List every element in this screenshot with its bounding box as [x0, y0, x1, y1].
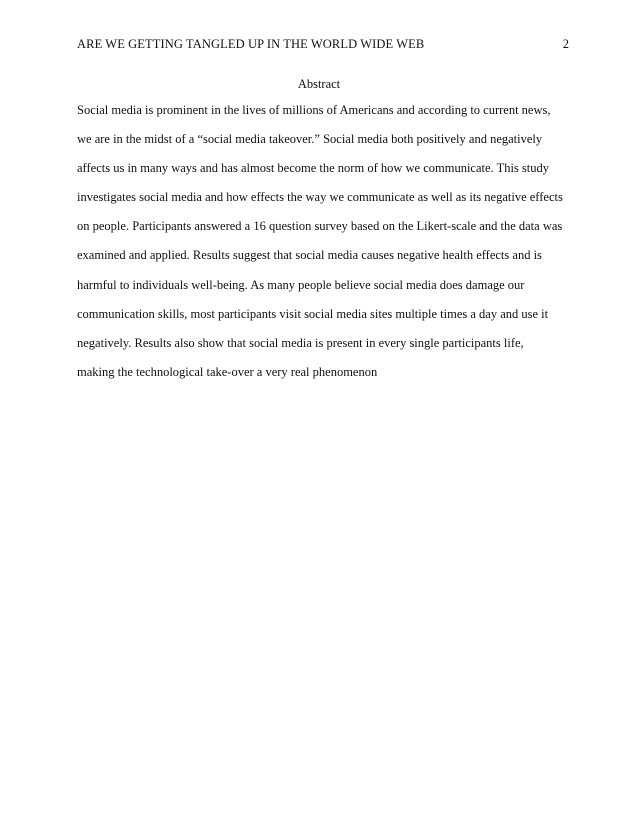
abstract-line-2: we are in the midst of a “social media takeover.” Social media both positively and negatively [77, 132, 543, 147]
abstract-line-7: harmful to individuals well-being. As many people believe social media does damage our [77, 277, 525, 292]
page-number: 2 [562, 37, 569, 51]
abstract-line-3: affects us in many ways and has almost become the norm of how we communicate. This study [77, 161, 550, 176]
abstract-heading: Abstract [297, 77, 341, 91]
abstract-line-5: on people. Participants answered a 16 question survey based on the Likert-scale and the data was [77, 219, 563, 234]
abstract-line-1: Social media is prominent in the lives of millions of Americans and according to current news, [77, 103, 551, 117]
abstract-body [77, 102, 577, 393]
abstract-line-4: investigates social media and how effects the way we communicate as well as its negative effects [77, 190, 563, 205]
abstract-line-6: examined and applied. Results suggest that social media causes negative health effects and is [77, 248, 542, 263]
running-head: ARE WE GETTING TANGLED UP IN THE WORLD WIDE WEB [77, 37, 425, 51]
abstract-line-9: negatively. Results also show that social media is present in every single participants life, [77, 335, 524, 350]
abstract-line-10: making the technological take-over a very real phenomenon [77, 364, 378, 379]
abstract-line-8: communication skills, most participants visit social media sites multiple times a day and use it [77, 306, 549, 321]
